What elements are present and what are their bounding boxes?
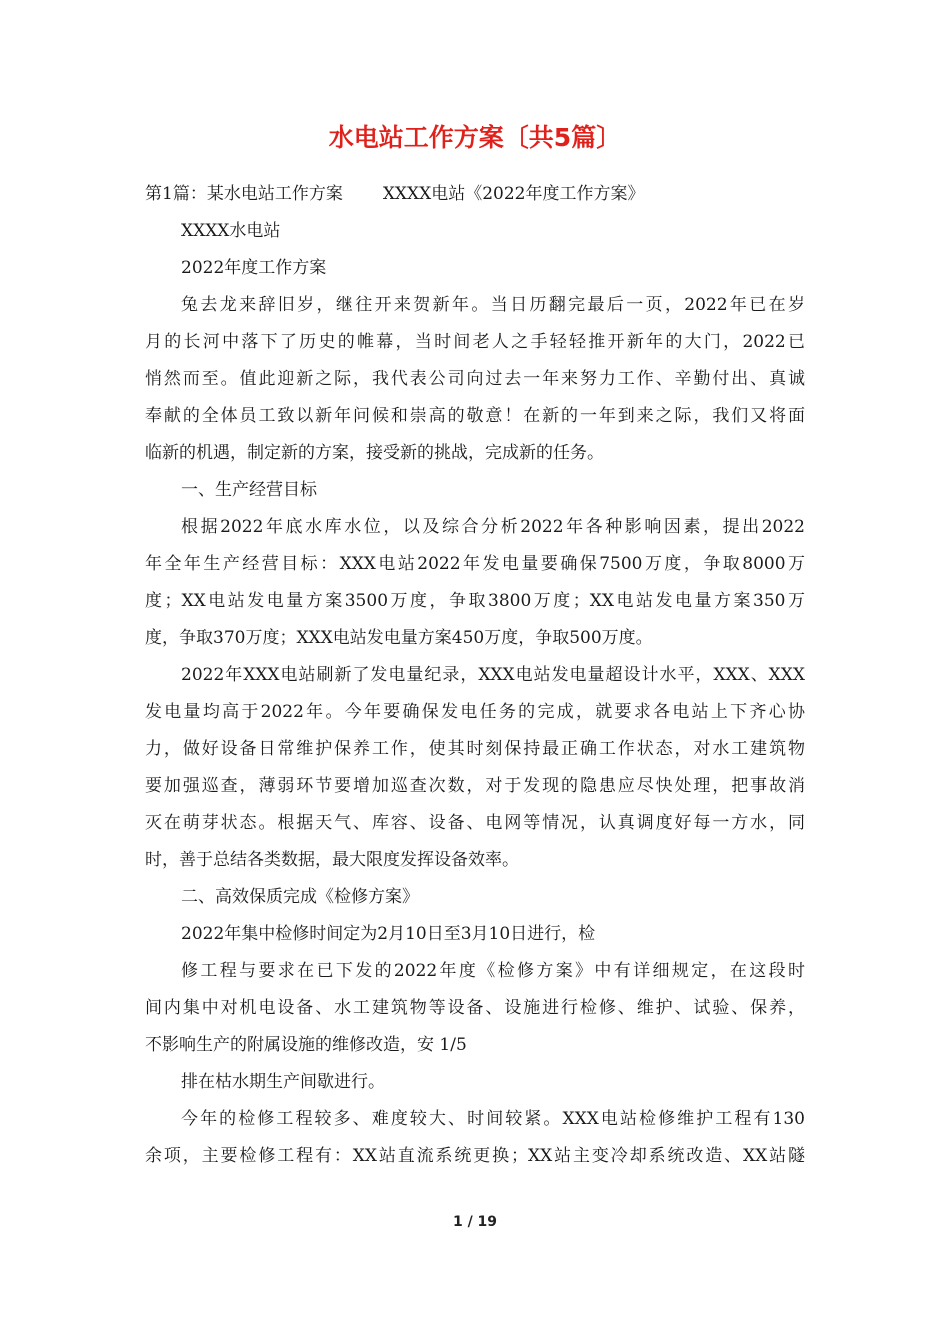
text-line: 余项，主要检修工程有：XX站直流系统更换；XX站主变冷却系统改造、XX站隧	[145, 1146, 805, 1166]
text-line: 力，做好设备日常维护保养工作，使其时刻保持最正确工作状态，对水工建筑物	[145, 739, 805, 759]
text-line: 度，争取370万度；XXX电站发电量方案450万度，争取500万度。	[145, 628, 653, 648]
text-line: 2022年度工作方案	[181, 258, 327, 278]
text-line: 要加强巡查，薄弱环节要增加巡查次数，对于发现的隐患应尽快处理，把事故消	[145, 776, 805, 796]
text-line: 不影响生产的附属设施的维修改造，安 1/5	[145, 1035, 467, 1055]
section-heading: 二、高效保质完成《检修方案》	[181, 887, 419, 907]
text-line: 修工程与要求在已下发的2022年度《检修方案》中有详细规定，在这段时	[181, 961, 805, 981]
page-number: 1 / 19	[452, 1214, 498, 1230]
text-line: 灭在萌芽状态。根据天气、库容、设备、电网等情况，认真调度好每一方水，同	[145, 813, 805, 833]
text-line: 兔去龙来辞旧岁，继往开来贺新年。当日历翻完最后一页，2022年已在岁	[181, 295, 805, 315]
text-line: 度；XX电站发电量方案3500万度，争取3800万度；XX电站发电量方案350万	[145, 591, 805, 611]
text-line: 间内集中对机电设备、水工建筑物等设备、设施进行检修、维护、试验、保养，	[145, 998, 805, 1018]
text-line: 临新的机遇，制定新的方案，接受新的挑战，完成新的任务。	[145, 443, 604, 463]
section-heading: 一、生产经营目标	[181, 480, 317, 500]
text-line: 根据2022年底水库水位，以及综合分析2022年各种影响因素，提出2022	[181, 517, 805, 537]
text-line: 悄然而至。值此迎新之际，我代表公司向过去一年来努力工作、辛勤付出、真诚	[145, 369, 805, 389]
text-line: 年全年生产经营目标：XXX电站2022年发电量要确保7500万度，争取8000万	[145, 554, 805, 574]
text-line: 2022年XXX电站刷新了发电量纪录，XXX电站发电量超设计水平，XXX、XXX	[181, 665, 805, 685]
text-line: 月的长河中落下了历史的帷幕，当时间老人之手轻轻推开新年的大门，2022已	[145, 332, 805, 352]
section-header-line	[145, 176, 805, 213]
plan-heading: XXXX电站《2022年度工作方案》	[382, 184, 645, 204]
text-line: 奉献的全体员工致以新年问候和崇高的敬意！在新的一年到来之际，我们又将面	[145, 406, 805, 426]
document-body	[145, 176, 805, 1175]
article-heading: 第1篇：某水电站工作方案	[145, 184, 343, 204]
text-line: 排在枯水期生产间歇进行。	[181, 1072, 385, 1092]
text-line: 时，善于总结各类数据，最大限度发挥设备效率。	[145, 850, 519, 870]
text-line: 发电量均高于2022年。今年要确保发电任务的完成，就要求各电站上下齐心协	[145, 702, 805, 722]
text-line: XXXX水电站	[181, 221, 281, 241]
document-title: 水电站工作方案〔共5篇〕	[328, 123, 622, 152]
text-line: 2022年集中检修时间定为2月10日至3月10日进行，检	[181, 924, 596, 944]
text-line: 今年的检修工程较多、难度较大、时间较紧。XXX电站检修维护工程有130	[181, 1109, 805, 1129]
